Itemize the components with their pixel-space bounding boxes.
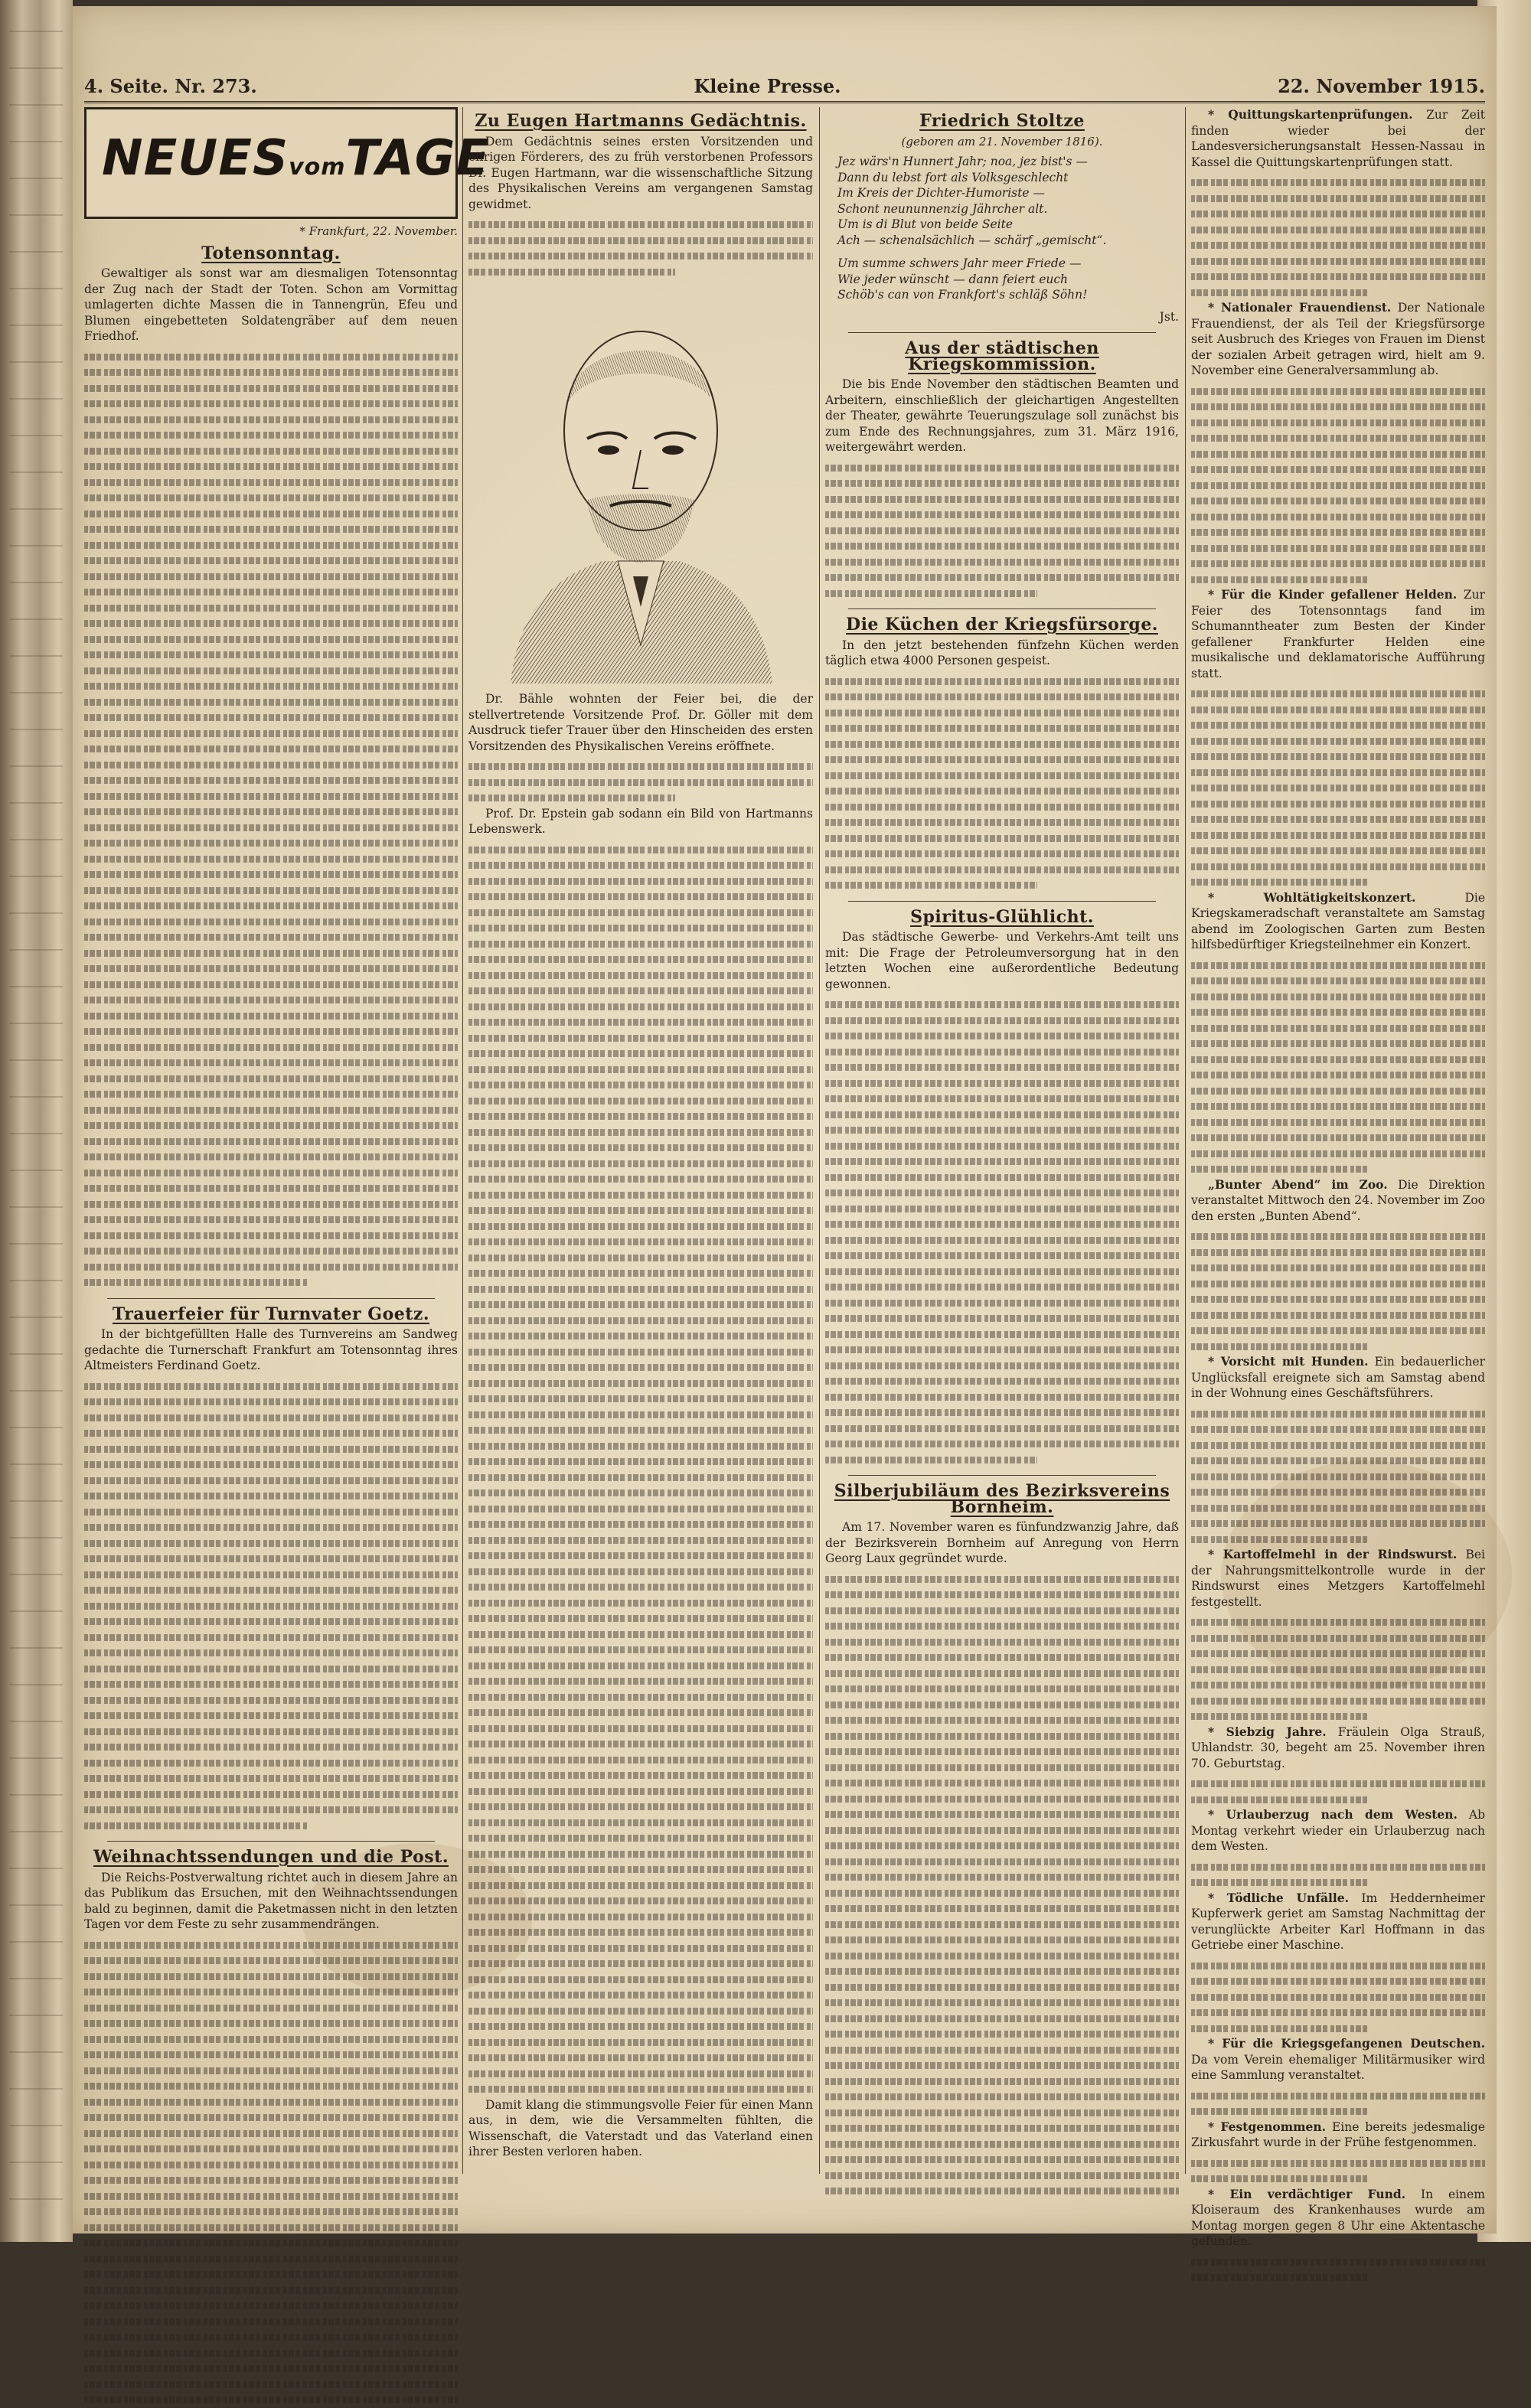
news-item: * Für die Kriegsgefangenen Deutschen. Da vom Verein ehemaliger Militärmusiker wird eine Sammlung veranstaltet. (1191, 2036, 1485, 2082)
article-heading: Spiritus-Glühlicht. (910, 906, 1094, 927)
page-header (84, 70, 1485, 103)
news-item: * Festgenommen. Eine bereits jedesmalige Zirkusfahrt wurde in der Frühe festgenommen. (1191, 2119, 1485, 2149)
article-lead: Das städtische Gewerbe- und Verkehrs-Amt teilt uns mit: Die Frage der Petroleumversorgung hat in den letzten Wochen eine außerordentliche Bedeutung gewonnen. (825, 930, 1179, 991)
column-rule (462, 107, 463, 2174)
column-3 (825, 107, 1179, 2174)
news-item: „Bunter Abend“ im Zoo. Die Direktion veranstaltet Mittwoch den 24. November im Zoo den ersten „Bunten Abend“. (1191, 1176, 1485, 1223)
article-body (84, 1937, 458, 2408)
news-item: * Vorsicht mit Hunden. Ein bedauerlicher Unglücksfall ereignete sich am Samstag abend in der Wohnung eines Geschäftsführers. (1191, 1354, 1485, 1400)
section-masthead (84, 107, 490, 219)
poem-signature: Jst. (1159, 309, 1179, 324)
article-paragraph: Dr. Bähle wohnten der Feier bei, die der stellvertretende Vorsitzende Prof. Dr. Göller mit dem Ausdruck tiefer Trauer über den Hinscheiden des ersten Vorsitzenden des Physikalischen Vereins eröffnete. (468, 692, 813, 753)
article-heading: Silberjubiläum des Bezirksvereins Bornheim. (834, 1481, 1170, 1517)
article-body (468, 842, 813, 2097)
news-item: * Urlauberzug nach dem Westen. Ab Montag verkehrt wieder ein Urlauberzug nach dem Westen. (1191, 1807, 1485, 1853)
article-lead: Am 17. November waren es fünfundzwanzig Jahre, daß der Bezirksverein Bornheim auf Anregung von Herrn Georg Laux gegründet wurde. (825, 1520, 1179, 1565)
article-body (84, 349, 458, 1290)
article-lead: Dem Gedächtnis seines ersten Vorsitzenden und eifrigen Förderers, des zu früh verstorbenen Professors Dr. Eugen Hartmann, war die wissenschaftliche Sitzung des Physikalischen Vereins am vergangenen Samstag gewidmet. (468, 134, 813, 211)
portrait-eugen-hartmann (495, 286, 786, 684)
column-rule (819, 107, 820, 2174)
article-heading: Die Küchen der Kriegsfürsorge. (846, 615, 1158, 635)
article-body (825, 1571, 1179, 2199)
article-heading: Friedrich Stoltze (919, 111, 1085, 131)
article-lead: Gewaltiger als sonst war am diesmaligen Totensonntag der Zug nach der Stadt der Toten. Schon am Vormittag umlagerten dichte Massen die in Tannengrün, Efeu und Blumen eingebetteten Soldatengräber auf dem neuen Friedhof. (84, 266, 458, 343)
article-closing: Damit klang die stimmungsvolle Feier für einen Mann aus, in dem, wie die Versammelten fühlten, die Wissenschaft, die Vaterstadt und das Vaterland einen ihrer Besten verloren haben. (468, 2097, 813, 2158)
article-body (84, 1379, 458, 1834)
article-lead: In der bichtgefüllten Halle des Turnvereins am Sandweg gedachte die Turnerschaft Frankfurt am Totensonntag ihres Altmeisters Ferdinand Goetz. (84, 1327, 458, 1372)
news-item: * Tödliche Unfälle. Im Heddernheimer Kupferwerk geriet am Samstag Nachmittag der verunglückte Arbeiter Karl Hoffmann in das Getriebe einer Maschine. (1191, 1890, 1485, 1952)
book-binding (0, 0, 73, 2242)
article-paragraph: Prof. Dr. Epstein gab sodann ein Bild von Hartmanns Lebenswerk. (468, 806, 813, 836)
news-item: * Für die Kinder gefallener Helden. Zur Feier des Totensonntags fand im Schumanntheater zum Besten der Kinder gefallener Frankfurter Helden eine musikalische und deklamatorische Aufführung statt. (1191, 587, 1485, 680)
article-subheading: (geboren am 21. November 1816). (901, 134, 1103, 148)
article-heading: Aus der städtischen Kriegskommission. (905, 338, 1099, 374)
article-lead: Die bis Ende November den städtischen Beamten und Arbeitern, einschließlich der gleichartigen Angestellten der Theater, gewährte Teuerungszulage soll zunächst bis zum Ende des Rechnungsjahres, zum 31. März 1916, weitergewährt werden. (825, 377, 1179, 454)
column-2 (468, 107, 813, 2174)
paper-title: Kleine Presse. (694, 74, 841, 97)
poem: Jez wärs'n Hunnert Jahr; noa, jez bist's — Dann du lebst fort als Volksgeschlecht Im Kreis der Dichter-Humoriste — Schont neununnenzig Jährcher alt. Um is di Blut von beide Seite Ach — schenalsächlich — schärf „gemischt“. Um summe schwers Jahr meer Friede — Wie jeder wünscht — dann feiert euch Schöb's can von Frankfort's schläß Söhn! (837, 155, 1107, 302)
news-item: * Kartoffelmehl in der Rindswurst. Bei der Nahrungsmittelkontrolle wurde in der Rindswurst eines Metzgers Kartoffelmehl festgestellt. (1191, 1547, 1485, 1609)
article-heading: Trauerfeier für Turnvater Goetz. (112, 1304, 430, 1324)
column-4 (1191, 107, 1486, 2248)
page-number: 4. Seite. Nr. 273. (84, 74, 257, 97)
article-heading: Zu Eugen Hartmanns Gedächtnis. (475, 111, 807, 131)
article-heading: Weihnachtssendungen und die Post. (93, 1847, 449, 1867)
news-item: * Quittungskartenprüfungen. Zur Zeit finden wieder bei der Landesversicherungsanstalt Hessen-Nassau in Kassel die Quittungskartenprüfungen statt. (1191, 107, 1486, 169)
dateline: * Frankfurt, 22. November. (299, 224, 458, 238)
column-1 (84, 107, 490, 2174)
news-item: * Siebzig Jahre. Fräulein Olga Strauß, Uhlandstr. 30, begeht am 25. November ihren 70. Geburtstag. (1191, 1724, 1486, 1770)
article-lead: In den jetzt bestehenden fünfzehn Küchen werden täglich etwa 4000 Personen gespeist. (825, 638, 1179, 667)
news-item: * Wohltätigkeitskonzert. Die Kriegskameradschaft veranstaltete am Samstag abend im Zoologischen Garten zum Besten hilfsbedürftiger Kriegsteilnehmer ein Konzert. (1191, 889, 1485, 951)
issue-date: 22. November 1915. (1278, 74, 1485, 97)
article-heading: Totensonntag. (201, 243, 341, 263)
news-item: * Ein verdächtiger Fund. In einem Kloiseraum des Krankenhauses wurde am Montag morgen gegen 8 Uhr eine Aktentasche gefunden. (1191, 2186, 1485, 2248)
masthead-title: NEUESvomTAGE (102, 129, 490, 187)
column-rule (1185, 107, 1186, 2174)
news-item: * Nationaler Frauendienst. Der Nationale Frauendienst, der als Teil der Kriegsfürsorge seit Ausbruch des Krieges von Frauen im Dienst der sozialen Arbeit getragen wird, hielt am 9. November eine Generalversammlung ab. (1191, 300, 1485, 377)
article-lead: Die Reichs-Postverwaltung richtet auch in diesem Jahre an das Publikum das Ersuchen, mit den Weihnachtssendungen bald zu beginnen, damit die Paketmassen nicht in den letzten Tagen vor dem Feste zu sehr zusammendrängen. (84, 1870, 458, 1931)
